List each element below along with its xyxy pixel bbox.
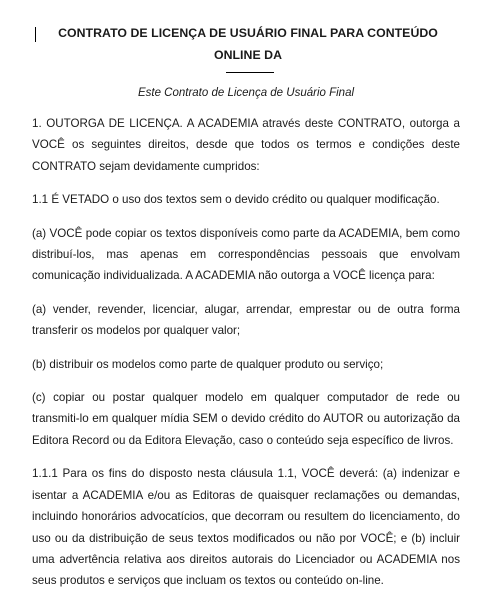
paragraph-1: 1. OUTORGA DE LICENÇA. A ACADEMIA através deste CONTRATO, outorga a VOCÊ os seguintes direitos, desde que todos os termos e condições deste CONTRATO sejam devidamente cumpridos: (32, 117, 460, 173)
title-blank-line (226, 72, 274, 73)
paragraph-1-1: 1.1 É VETADO o uso dos textos sem o devido crédito ou qualquer modificação. (32, 193, 440, 207)
contract-body (32, 113, 460, 592)
text-cursor (35, 27, 36, 42)
paragraph-a-copy: (a) VOCÊ pode copiar os textos disponíveis como parte da ACADEMIA, bem como distribuí-los, mas apenas em correspondências pessoais que envolvam comunicação individualizada. A ACADEMIA não outorga a VOCÊ licença para: (32, 226, 460, 283)
contract-subtitle: Este Contrato de Licença de Usuário Final (137, 87, 355, 99)
contract-title: CONTRATO DE LICENÇA DE USUÁRIO FINAL PARA CONTEÚDO ONLINE DA (58, 26, 438, 62)
paragraph-c: (c) copiar ou postar qualquer modelo em qualquer computador de rede ou transmiti-lo em qualquer mídia SEM o devido crédito do AUTOR ou autorização da Editora Record ou da Editora Elevação, caso o conteúdo seja específico de livros. (32, 391, 460, 447)
paragraph-1-1-1: 1.1.1 Para os fins do disposto nesta cláusula 1.1, VOCÊ deverá: (a) indenizar e isentar a ACADEMIA e/ou as Editoras de quaisquer reclamações ou demandas, incluindo honorários advocatícios, que decorram ou resultem do licenciamento, do uso ou da distribuição de seus textos modificados ou não por VOCÊ; e (b) incluir uma advertência relativa aos direitos autorais do Licenciador ou ACADEMIA nos seus produtos e serviços que incluam os textos ou conteúdo on-line. (32, 467, 460, 588)
paragraph-b: (b) distribuir os modelos como parte de qualquer produto ou serviço; (32, 357, 384, 371)
paragraph-a-sell: (a) vender, revender, licenciar, alugar, arrendar, emprestar ou de outra forma transferir os modelos por qualquer valor; (32, 302, 460, 338)
